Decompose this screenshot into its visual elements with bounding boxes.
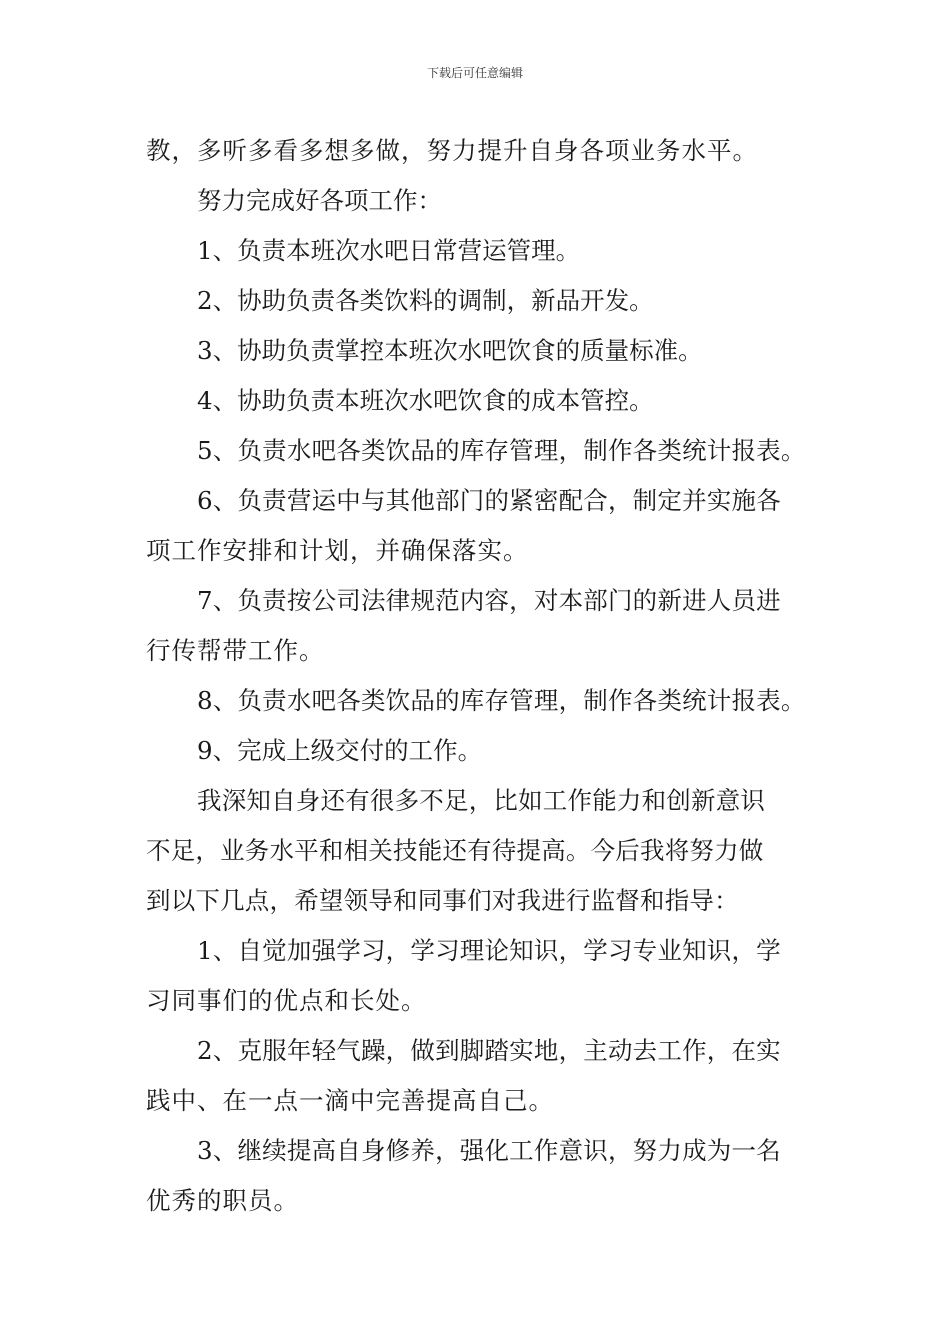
list-item: 3、继续提高自身修养，强化工作意识，努力成为一名 [197, 1136, 781, 1165]
page-header: 下载后可任意编辑 [426, 66, 523, 80]
paragraph-line: 教，多听多看多想多做，努力提升自身各项业务水平。 [146, 136, 758, 165]
list-item: 2、协助负责各类饮料的调制，新品开发。 [197, 286, 654, 315]
list-item: 3、协助负责掌控本班次水吧饮食的质量标准。 [197, 336, 703, 365]
list-item: 9、完成上级交付的工作。 [197, 736, 483, 765]
list-item: 2、克服年轻气躁，做到脚踏实地，主动去工作，在实 [197, 1036, 781, 1065]
paragraph-line: 不足，业务水平和相关技能还有待提高。今后我将努力做 [146, 836, 764, 865]
list-item-continuation: 践中、在一点一滴中完善提高自己。 [146, 1086, 554, 1115]
document-body [146, 126, 808, 1226]
list-item-continuation: 优秀的职员。 [146, 1186, 299, 1215]
list-item: 8、负责水吧各类饮品的库存管理，制作各类统计报表。 [197, 686, 806, 715]
paragraph-line: 我深知自身还有很多不足，比如工作能力和创新意识 [197, 786, 766, 815]
list-item: 5、负责水吧各类饮品的库存管理，制作各类统计报表。 [197, 436, 806, 465]
list-item: 4、协助负责本班次水吧饮食的成本管控。 [197, 386, 654, 415]
list-item-continuation: 行传帮带工作。 [146, 636, 325, 665]
list-item-continuation: 习同事们的优点和长处。 [146, 986, 427, 1015]
list-item: 1、自觉加强学习，学习理论知识，学习专业知识，学 [197, 936, 781, 965]
list-item: 6、负责营运中与其他部门的紧密配合，制定并实施各 [197, 486, 781, 515]
paragraph-line: 努力完成好各项工作： [197, 186, 442, 215]
list-item-continuation: 项工作安排和计划，并确保落实。 [146, 536, 529, 565]
list-item: 1、负责本班次水吧日常营运管理。 [197, 236, 581, 265]
paragraph-line: 到以下几点，希望领导和同事们对我进行监督和指导： [146, 886, 739, 915]
list-item: 7、负责按公司法律规范内容，对本部门的新进人员进 [197, 586, 781, 615]
